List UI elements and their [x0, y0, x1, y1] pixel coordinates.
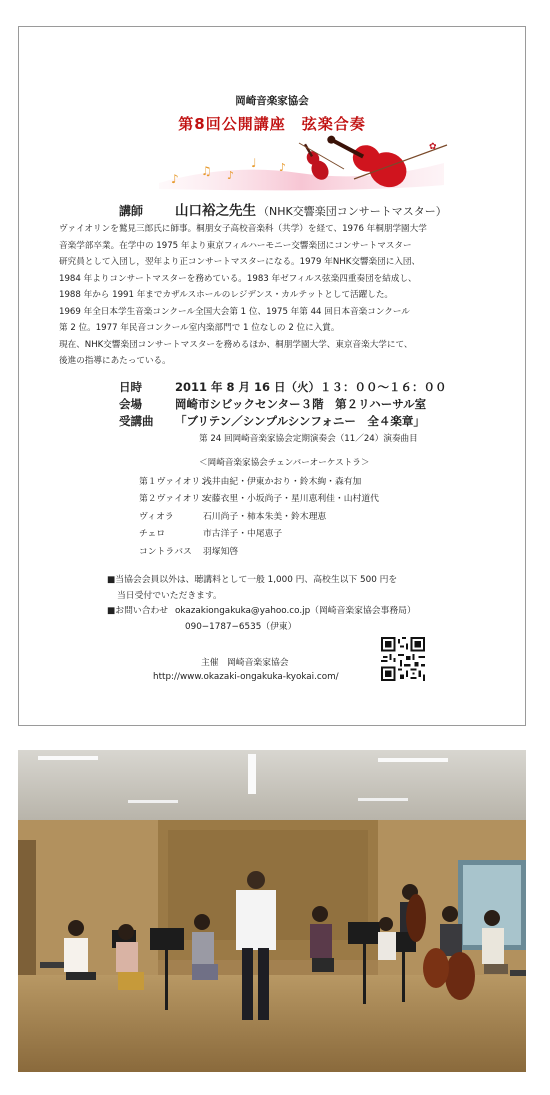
qr-code[interactable]: [381, 637, 425, 681]
member-part: ヴィオラ: [139, 511, 174, 522]
detail-key: 会場: [119, 397, 142, 411]
lecturer-label: 講師: [119, 204, 144, 218]
contact-phone: 090−1787−6535（伊東）: [185, 621, 297, 632]
detail-row-venue: [119, 396, 447, 413]
member-part: 第１ヴァイオリン: [139, 477, 210, 487]
event-title: 第8回公開講座 弦楽合奏: [178, 115, 366, 133]
violin-banner-illustration: [149, 135, 449, 193]
member-part: コントラバス: [139, 546, 192, 557]
lecturer-name: 山口裕之先生: [175, 203, 256, 219]
svg-text:♪: ♪: [227, 169, 235, 182]
contact-line: [107, 604, 416, 620]
website-url[interactable]: http://www.okazaki-ongakuka-kyokai.com/: [153, 672, 339, 682]
member-row: [139, 509, 379, 526]
bio-line: 第 2 位。1977 年民音コンクール室内楽部門で 1 位なしの 2 位に入賞。: [59, 323, 340, 333]
detail-row-piece: [119, 413, 447, 430]
member-names: 石川尚子・柿本朱美・鈴木理恵: [203, 511, 327, 522]
member-names: 市古洋子・中尾恵子: [203, 529, 283, 540]
contact-email[interactable]: okazakiongakuka@yahoo.co.jp（岡崎音楽家協会事務局）: [175, 606, 416, 616]
event-details: [119, 379, 447, 430]
detail-value: 「ブリテン／シンプルシンフォニー 全４楽章」: [175, 414, 425, 428]
member-part: 第２ヴァイオリン: [139, 494, 210, 505]
bio-line: 後進の指導にあたっている。: [59, 356, 171, 366]
info-block: [107, 573, 416, 635]
organizer-heading: 岡崎音楽家協会: [235, 95, 309, 107]
svg-text:✿: ✿: [429, 142, 437, 152]
detail-key: 日時: [119, 380, 142, 394]
member-row: [139, 544, 379, 561]
detail-value: 2011 年 8 月 16 日（火）１３：００〜１６：００: [175, 380, 447, 394]
rehearsal-photo: [18, 750, 526, 1072]
svg-text:♪: ♪: [279, 161, 287, 174]
lecturer-biography: [59, 221, 499, 370]
bio-line: 研究員として入団し，翌年より正コンサートマスターになる。1979 年NHK交響楽団に入団、: [59, 257, 421, 267]
fee-line-2: 当日受付でいただきます。: [117, 590, 222, 601]
lecturer-line: [119, 199, 447, 219]
orchestra-title: ＜岡崎音楽家協会チェンバーオーケストラ＞: [199, 458, 370, 468]
member-row: [139, 526, 379, 543]
fee-line: ■当協会会員以外は、聴講料として一般 1,000 円、高校生以下 500 円を: [107, 575, 398, 585]
detail-row-datetime: [119, 379, 447, 396]
svg-text:♪: ♪: [171, 172, 179, 186]
member-names: 浅井由紀・伊東かおり・鈴木絢・森有加: [203, 477, 362, 487]
bio-line: ヴァイオリンを鷲見三郎氏に師事。桐朋女子高校音楽科（共学）を経て、1976 年桐朋学園大学: [59, 224, 427, 234]
orchestra-members: [139, 474, 379, 561]
member-row: [139, 491, 379, 508]
contact-label: ■お問い合わせ: [107, 606, 169, 616]
bio-line: 1988 年から 1991 年までカザルスホールのレジデンス・カルテットとして活躍した。: [59, 290, 394, 300]
member-row: [139, 474, 379, 491]
svg-text:♩: ♩: [251, 156, 257, 170]
member-part: チェロ: [139, 529, 166, 540]
event-flyer: [18, 26, 526, 726]
svg-text:♫: ♫: [201, 164, 212, 178]
member-names: 安藤衣里・小坂尚子・星川恵利佳・山村道代: [203, 494, 379, 505]
bio-line: 音楽学部卒業。在学中の 1975 年より東京フィルハーモニー交響楽団にコンサートマスター: [59, 240, 412, 251]
host-name: 岡崎音楽家協会: [227, 658, 289, 668]
bio-line: 1969 年全日本学生音楽コンクール全国大会第 1 位、1975 年第 44 回日本音楽コンクール: [59, 306, 410, 317]
lecturer-affiliation: （NHK交響楽団コンサートマスター）: [258, 205, 447, 218]
host-label: 主催: [201, 658, 219, 668]
bio-line: 現在、NHK交響楽団コンサートマスターを務めるほか、桐朋学園大学、東京音楽大学にて、: [59, 339, 413, 350]
member-names: 羽塚知啓: [203, 546, 239, 557]
detail-value: 岡崎市シビックセンター３階 第２リハーサル室: [175, 397, 427, 411]
concert-note: 第 24 回岡崎音楽家協会定期演奏会（11／24）演奏曲目: [199, 434, 418, 444]
bio-line: 1984 年よりコンサートマスターを務めている。1983 年ゼフィルス弦楽四重奏団を結成し、: [59, 273, 417, 284]
host-line: [201, 655, 289, 668]
detail-key: 受講曲: [119, 414, 154, 428]
